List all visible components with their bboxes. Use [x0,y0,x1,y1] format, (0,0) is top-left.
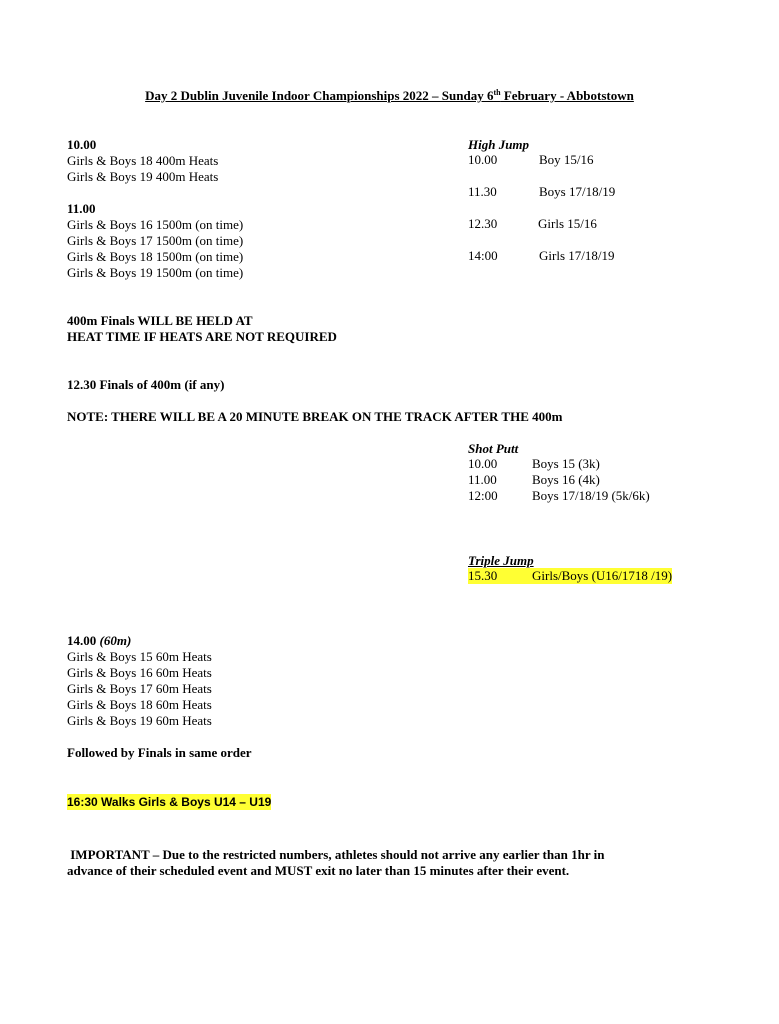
title-tail: February - Abbotstown [500,88,634,103]
finals-note-line-2: HEAT TIME IF HEATS ARE NOT REQUIRED [67,329,337,344]
high-jump-time: 12.30 [468,216,498,231]
high-jump-row [468,216,597,232]
triple-jump-row [468,568,672,584]
high-jump-time: 11.30 [468,184,497,199]
shot-putt-event: Boys 17/18/19 (5k/6k) [532,488,650,503]
block1-line-1: Girls & Boys 18 400m Heats [67,153,219,168]
break-note: NOTE: THERE WILL BE A 20 MINUTE BREAK ON THE TRACK AFTER THE 400m [67,409,563,424]
block1-time: 10.00 [67,137,97,152]
high-jump-event: Boys 17/18/19 [539,184,616,199]
high-jump-event: Boy 15/16 [539,152,594,167]
walks-highlight: 16:30 Walks Girls & Boys U14 – U19 [67,795,272,809]
finals-400: 12.30 Finals of 400m (if any) [67,377,225,392]
block1-line-2: Girls & Boys 19 400m Heats [67,169,219,184]
important-line-1: IMPORTANT – Due to the restricted numbers, athletes should not arrive any earlier than 1hr in [67,847,605,862]
high-jump-event: Girls 15/16 [538,216,597,231]
followed-note: Followed by Finals in same order [67,745,252,760]
shot-putt-time: 11.00 [468,472,497,487]
block3-time-suffix: (60m) [99,633,132,648]
block3-line-4: Girls & Boys 18 60m Heats [67,697,212,712]
block3-line-3: Girls & Boys 17 60m Heats [67,681,212,696]
shot-putt-time: 12:00 [468,488,498,503]
shot-putt-row [468,472,600,488]
block3-line-5: Girls & Boys 19 60m Heats [67,713,212,728]
high-jump-row [468,184,615,200]
shot-putt-event: Boys 16 (4k) [532,472,600,487]
triple-jump-heading: Triple Jump [468,553,534,568]
high-jump-row [468,152,594,168]
shot-putt-event: Boys 15 (3k) [532,456,600,471]
triple-jump-time: 15.30 [468,568,498,583]
block2-time: 11.00 [67,201,96,216]
high-jump-row [468,248,614,264]
shot-putt-row [468,488,650,504]
block2-line-2: Girls & Boys 17 1500m (on time) [67,233,244,248]
important-line-2: advance of their scheduled event and MUST exit no later than 15 minutes after their event. [67,863,570,878]
block3-time [67,633,131,649]
high-jump-time: 14:00 [468,248,498,263]
block2-line-4: Girls & Boys 19 1500m (on time) [67,265,244,280]
finals-note-line-1: 400m Finals WILL BE HELD AT [67,313,253,328]
block2-line-1: Girls & Boys 16 1500m (on time) [67,217,244,232]
block3-line-2: Girls & Boys 16 60m Heats [67,665,212,680]
page-title [0,88,779,104]
triple-jump-event: Girls/Boys (U16/1718 /19) [532,568,673,583]
shot-putt-heading: Shot Putt [468,441,519,456]
shot-putt-time: 10.00 [468,456,498,471]
title-sup: th [493,88,501,97]
block3-time-value: 14.00 [67,633,97,648]
block2-line-3: Girls & Boys 18 1500m (on time) [67,249,244,264]
shot-putt-row [468,456,600,472]
block3-line-1: Girls & Boys 15 60m Heats [67,649,212,664]
high-jump-time: 10.00 [468,152,498,167]
high-jump-heading: High Jump [468,137,530,152]
title-main: Day 2 Dublin Juvenile Indoor Championships 2022 – Sunday 6 [145,88,494,103]
high-jump-event: Girls 17/18/19 [539,248,615,263]
